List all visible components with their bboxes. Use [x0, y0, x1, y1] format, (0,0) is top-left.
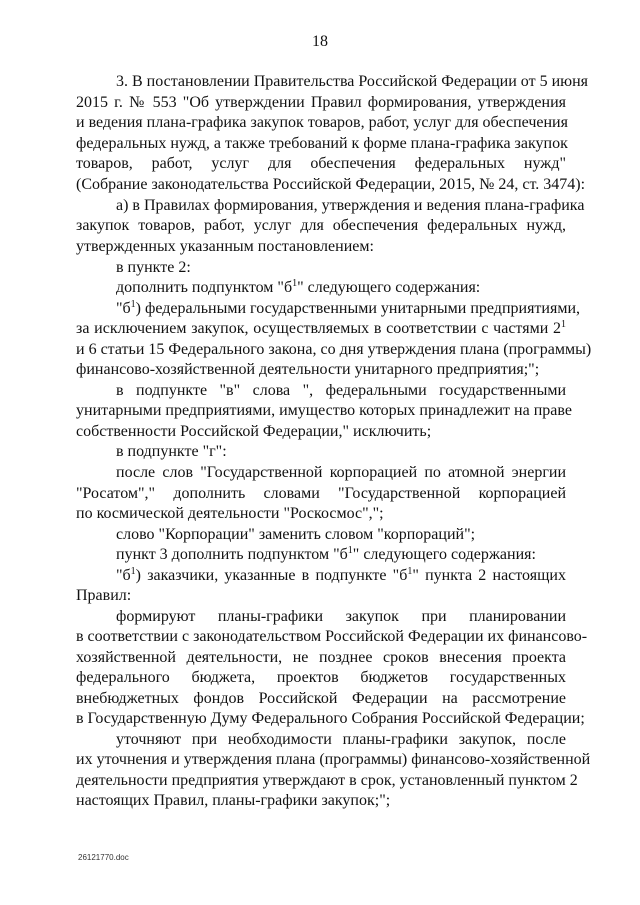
- text-line: собственности Российской Федерации," исключить;: [76, 423, 432, 440]
- text-line: финансово-хозяйственной деятельности унитарного предприятия;";: [76, 361, 540, 378]
- text-line: в подпункте "в" слова ", федеральными государственными: [116, 382, 566, 399]
- text-line: дополнить подпунктом "$б^1$" следующего содержания:: [116, 278, 481, 296]
- text-line: (Собрание законодательства Российской Федерации, 2015, № 24, ст. 3474):: [76, 176, 586, 193]
- text-line: их уточнения и утверждения плана (программы) финансово-хозяйственной: [76, 751, 591, 768]
- text-line: в подпункте "г":: [116, 443, 227, 460]
- text-line: настоящих Правил, планы-графики закупок;";: [76, 792, 391, 809]
- text-line: слово "Корпорации" заменить словом "корпораций";: [116, 526, 476, 543]
- text-line: формируют планы-графики закупок при планировании: [116, 608, 566, 625]
- text-line: федерального бюджета, проектов бюджетов государственных: [76, 669, 566, 686]
- text-line: "$б^1$) федеральными государственными унитарными предприятиями,: [116, 299, 581, 317]
- text-line: за исключением закупок, осуществляемых в соответствии с частями $2^1$: [76, 319, 566, 337]
- text-line: после слов "Государственной корпорацией по атомной энергии: [116, 464, 566, 481]
- text-line: "$б^1$) заказчики, указанные в подпункте "$б^1$" пункта 2 настоящих: [116, 566, 566, 584]
- text-line: в Государственную Думу Федерального Собрания Российской Федерации;: [76, 710, 585, 727]
- text-line: в соответствии с законодательством Российской Федерации их финансово-: [76, 628, 588, 645]
- text-line: деятельности предприятия утверждают в срок, установленный пунктом 2: [76, 772, 578, 789]
- text-line: и 6 статьи 15 Федерального закона, со дня утверждения плана (программы): [76, 341, 592, 358]
- text-line: по космической деятельности "Роскосмос",";: [76, 505, 384, 522]
- text-line: уточняют при необходимости планы-графики закупок, после: [116, 731, 566, 748]
- text-line: унитарными предприятиями, имущество которых принадлежит на праве: [76, 402, 572, 419]
- file-name-footer: 26121770.doc: [78, 853, 129, 862]
- text-line: 2015 г. № 553 "Об утверждении Правил формирования, утверждения: [76, 94, 566, 111]
- text-line: 3. В постановлении Правительства Российской Федерации от 5 июня: [116, 73, 589, 90]
- page-number: 18: [312, 33, 328, 50]
- text-line: хозяйственной деятельности, не позднее сроков внесения проекта: [76, 649, 566, 666]
- text-line: "Росатом"," дополнить словами "Государственной корпорацией: [76, 485, 566, 502]
- text-line: закупок товаров, работ, услуг для обеспечения федеральных нужд,: [76, 217, 566, 234]
- text-line: внебюджетных фондов Российской Федерации на рассмотрение: [76, 690, 566, 707]
- text-line: утвержденных указанным постановлением:: [76, 238, 374, 255]
- text-line: федеральных нужд, а также требований к форме плана-графика закупок: [76, 135, 568, 152]
- text-line: пункт 3 дополнить подпунктом "$б^1$" следующего содержания:: [116, 545, 536, 563]
- text-line: товаров, работ, услуг для обеспечения федеральных нужд": [76, 155, 566, 172]
- text-line: и ведения плана-графика закупок товаров, работ, услуг для обеспечения: [76, 114, 568, 131]
- text-line: Правил:: [76, 587, 132, 604]
- text-line: а) в Правилах формирования, утверждения и ведения плана-графика: [116, 197, 585, 214]
- text-line: в пункте 2:: [116, 259, 191, 276]
